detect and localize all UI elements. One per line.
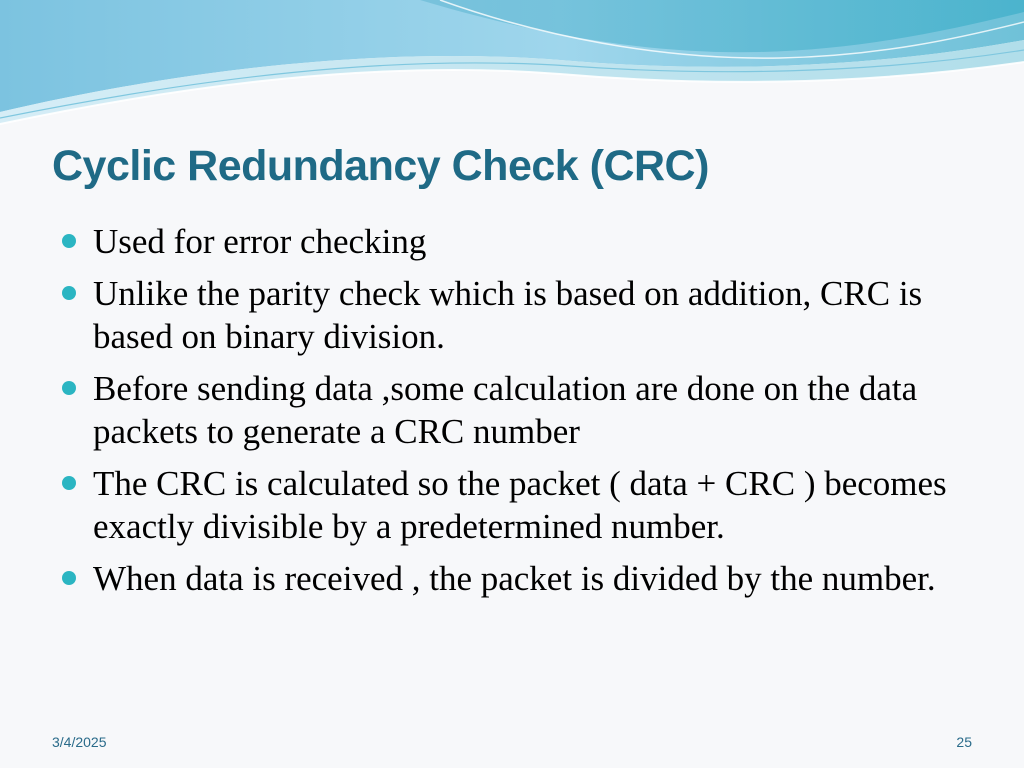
bullet-item xyxy=(62,272,982,358)
bullet-dot-icon xyxy=(62,234,76,248)
bullet-item xyxy=(62,367,982,453)
bullet-dot-icon xyxy=(62,571,76,585)
bullet-dot-icon xyxy=(62,476,76,490)
bullet-text: Before sending data ,some calculation are done on the data packets to generate a CRC number xyxy=(93,369,918,451)
bullet-item xyxy=(62,462,982,548)
footer-date: 3/4/2025 xyxy=(52,734,107,750)
header-wave-decoration xyxy=(0,0,1024,130)
bullet-text: Used for error checking xyxy=(93,222,427,261)
bullet-text: Unlike the parity check which is based on addition, CRC is based on binary division. xyxy=(93,274,923,356)
bullet-item xyxy=(62,220,982,263)
bullet-dot-icon xyxy=(62,381,76,395)
bullet-dot-icon xyxy=(62,286,76,300)
bullet-item xyxy=(62,557,982,600)
bullet-list xyxy=(62,220,982,609)
bullet-text: The CRC is calculated so the packet ( data + CRC ) becomes exactly divisible by a predetermined number. xyxy=(93,464,947,546)
bullet-text: When data is received , the packet is divided by the number. xyxy=(93,559,936,598)
page-number: 25 xyxy=(956,734,972,750)
slide-title: Cyclic Redundancy Check (CRC) xyxy=(52,142,709,190)
